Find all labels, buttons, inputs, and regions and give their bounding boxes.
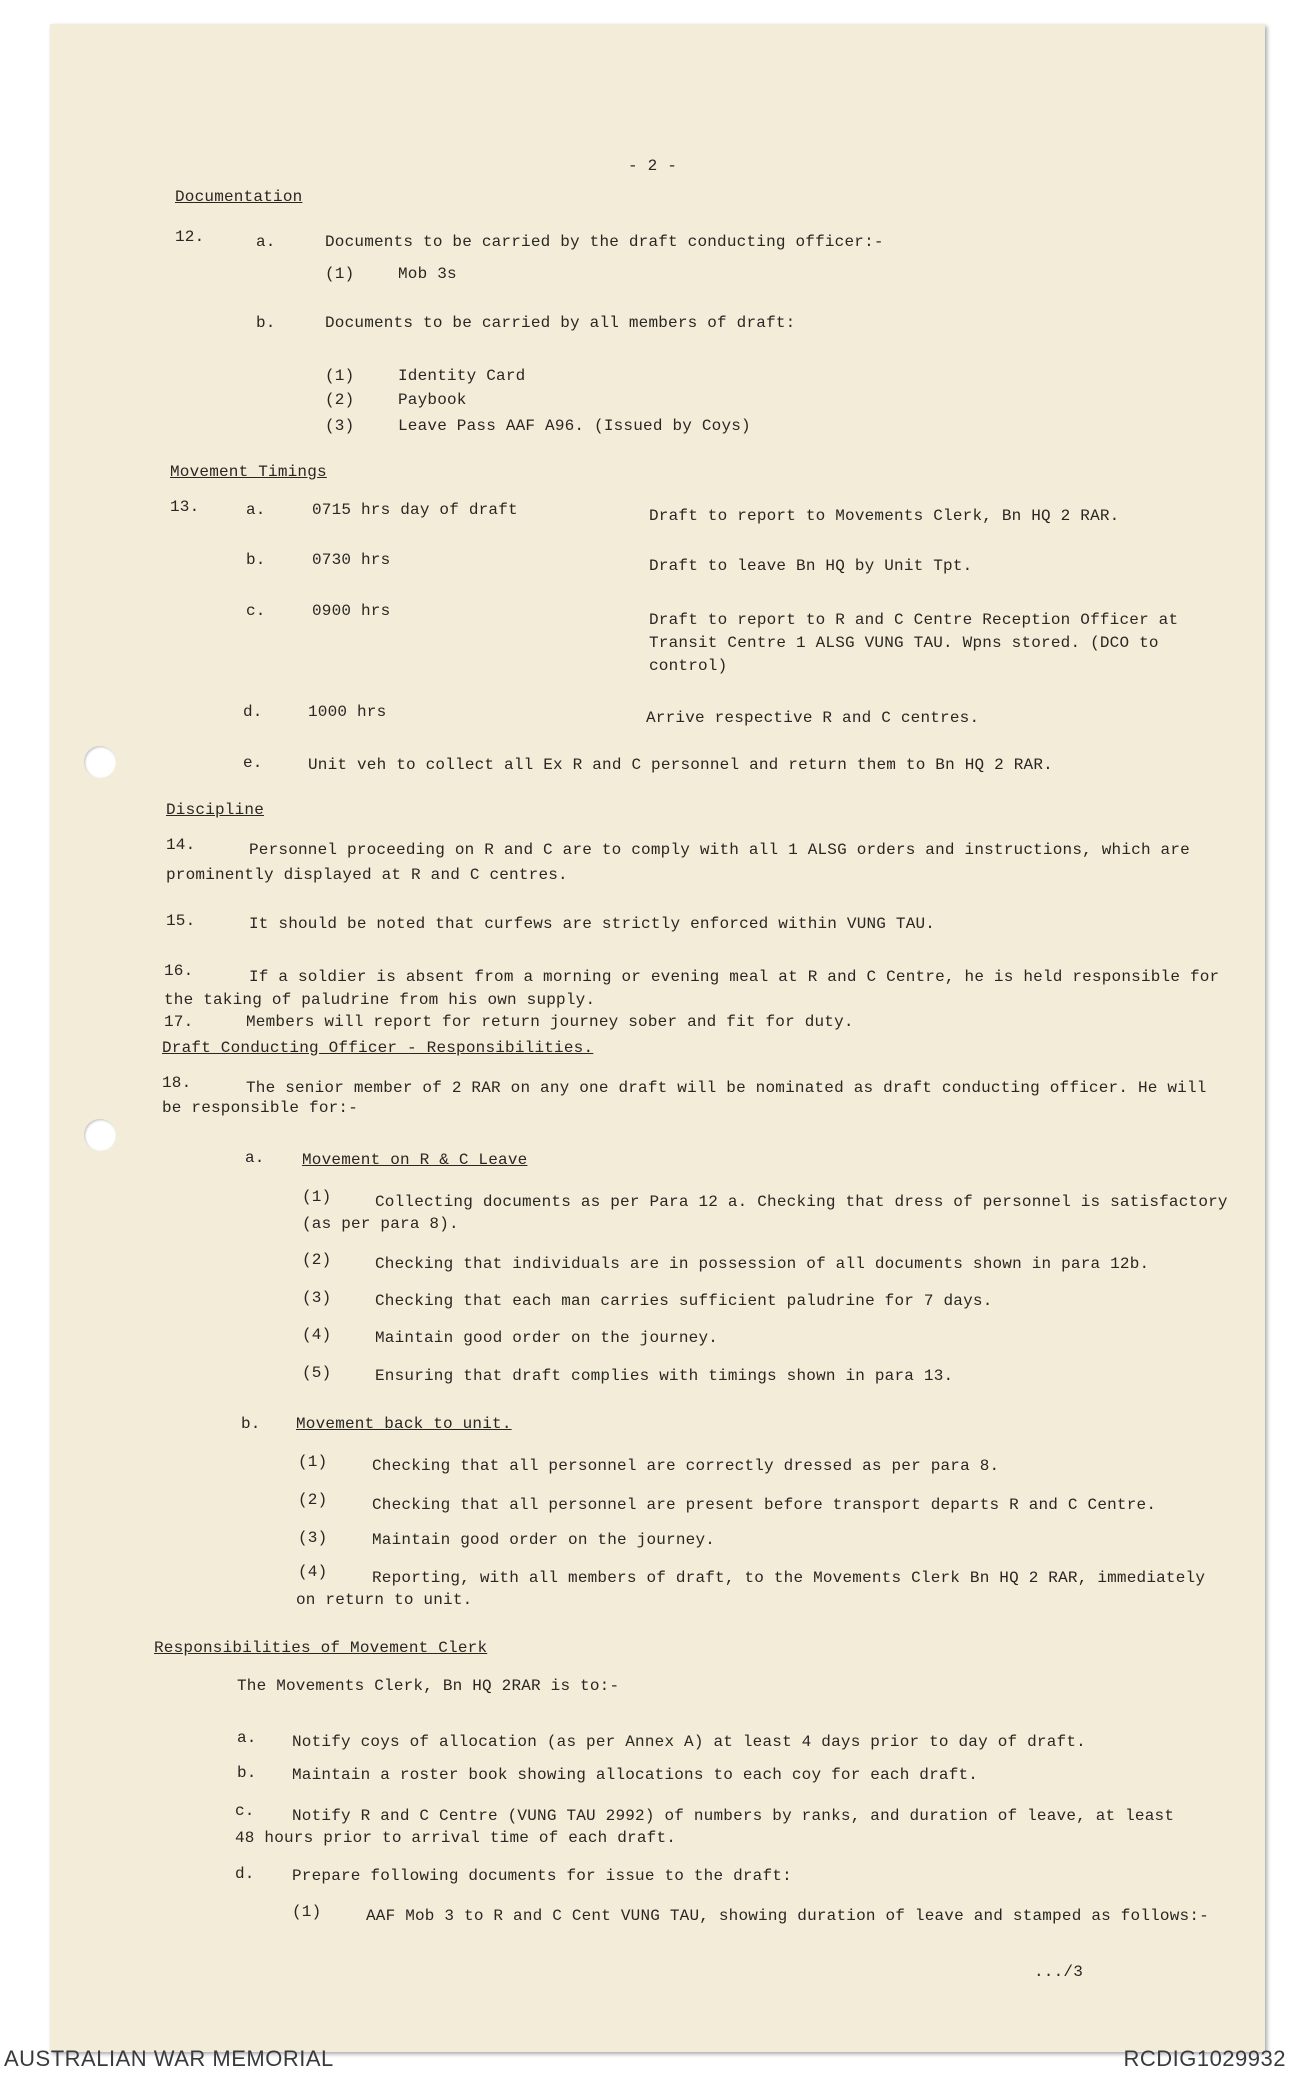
timing-action: Draft to leave Bn HQ by Unit Tpt.: [649, 557, 973, 575]
p14-line2: prominently displayed at R and C centres.: [166, 866, 568, 884]
timing-action-cont: Transit Centre 1 ALSG VUNG TAU. Wpns stored. (DCO to: [649, 634, 1159, 652]
timing-label: b.: [246, 551, 266, 569]
clerk-b-text: Maintain a roster book showing allocations to each coy for each draft.: [292, 1766, 979, 1784]
para-number: 15.: [166, 912, 196, 930]
item-number: (3): [298, 1529, 328, 1547]
p17-text: Members will report for return journey sober and fit for duty.: [246, 1013, 854, 1031]
doc-a-text: Documents to be carried by the draft conducting officer:-: [325, 233, 884, 251]
doc-b1-text: Identity Card: [398, 367, 526, 385]
item-label: b.: [256, 314, 276, 332]
doc-b3-text: Leave Pass AAF A96. (Issued by Coys): [398, 417, 751, 435]
item-number: (2): [325, 391, 355, 409]
timing-time: 0715 hrs day of draft: [312, 501, 518, 519]
clerk-d-text: Prepare following documents for issue to the draft:: [292, 1867, 792, 1885]
item-number: (2): [302, 1251, 332, 1269]
dco-b1-text: Checking that all personnel are correctly dressed as per para 8.: [372, 1457, 1000, 1475]
continuation-marker: .../3: [1034, 1963, 1084, 1981]
dco-b3-text: Maintain good order on the journey.: [372, 1531, 716, 1549]
dco-a1-text-cont: (as per para 8).: [302, 1215, 459, 1233]
timing-label: c.: [246, 602, 266, 620]
footer-id: RCDIG1029932: [1123, 2046, 1286, 2071]
para-number: 13.: [170, 498, 200, 516]
dco-a3-text: Checking that each man carries sufficient paludrine for 7 days.: [375, 1292, 993, 1310]
doc-b-text: Documents to be carried by all members of draft:: [325, 314, 796, 332]
timing-action: Draft to report to Movements Clerk, Bn HQ 2 RAR.: [649, 507, 1120, 525]
dco-a-heading: Movement on R & C Leave: [302, 1151, 528, 1169]
timing-time: 0900 hrs: [312, 602, 391, 620]
p14-line1: Personnel proceeding on R and C are to comply with all 1 ALSG orders and instructions, which are: [249, 841, 1190, 859]
item-number: (5): [302, 1364, 332, 1382]
para-number: 17.: [164, 1013, 194, 1031]
movement-clerk-heading: Responsibilities of Movement Clerk: [154, 1639, 488, 1657]
item-label: b.: [237, 1764, 257, 1782]
punch-hole: [84, 1119, 116, 1151]
timing-time: 1000 hrs: [308, 703, 387, 721]
clerk-c-line1: Notify R and C Centre (VUNG TAU 2992) of numbers by ranks, and duration of leave, at least: [292, 1807, 1175, 1825]
item-number: (4): [302, 1326, 332, 1344]
dco-b2-text: Checking that all personnel are present before transport departs R and C Centre.: [372, 1496, 1157, 1514]
clerk-a-text: Notify coys of allocation (as per Annex A) at least 4 days prior to day of draft.: [292, 1733, 1086, 1751]
timing-e-text: Unit veh to collect all Ex R and C personnel and return them to Bn HQ 2 RAR.: [308, 756, 1053, 774]
discipline-heading: Discipline: [166, 801, 265, 819]
item-number: (1): [302, 1188, 332, 1206]
item-label: b.: [241, 1415, 261, 1433]
item-number: (4): [298, 1563, 328, 1581]
movement-timings-heading: Movement Timings: [170, 463, 327, 481]
item-number: (3): [325, 417, 355, 435]
item-label: a.: [237, 1729, 257, 1747]
item-number: (3): [302, 1289, 332, 1307]
page-marker: - 2 -: [628, 157, 678, 175]
dco-b4-text-cont: on return to unit.: [296, 1591, 473, 1609]
item-label: a.: [256, 233, 276, 251]
dco-b-heading: Movement back to unit.: [296, 1415, 512, 1433]
item-label: e.: [243, 754, 263, 772]
timing-label: a.: [246, 501, 266, 519]
timing-action: Draft to report to R and C Centre Reception Officer at: [649, 611, 1179, 629]
para-number: 14.: [166, 836, 196, 854]
p16-line1: If a soldier is absent from a morning or evening meal at R and C Centre, he is held responsible for: [249, 968, 1220, 986]
dco-b4-text: Reporting, with all members of draft, to the Movements Clerk Bn HQ 2 RAR, immediately: [372, 1569, 1206, 1587]
timing-label: d.: [243, 703, 263, 721]
item-number: (1): [298, 1453, 328, 1471]
clerk-c-line2: 48 hours prior to arrival time of each draft.: [235, 1829, 677, 1847]
documentation-heading: Documentation: [175, 188, 303, 206]
p18-line2: be responsible for:-: [162, 1099, 359, 1117]
clerk-d1-text: AAF Mob 3 to R and C Cent VUNG TAU, showing duration of leave and stamped as follows:-: [366, 1907, 1209, 1925]
p18-line1: The senior member of 2 RAR on any one draft will be nominated as draft conducting officer. He will: [246, 1079, 1207, 1097]
doc-a1-text: Mob 3s: [398, 265, 457, 283]
item-number: (1): [325, 367, 355, 385]
dco-a1-text: Collecting documents as per Para 12 a. Checking that dress of personnel is satisfactory: [375, 1193, 1228, 1211]
dco-a4-text: Maintain good order on the journey.: [375, 1329, 719, 1347]
dco-heading: Draft Conducting Officer - Responsibilities.: [162, 1039, 594, 1057]
item-label: d.: [235, 1865, 255, 1883]
item-number: (2): [298, 1491, 328, 1509]
timing-action: Arrive respective R and C centres.: [646, 709, 980, 727]
para-number: 16.: [164, 962, 194, 980]
para-number: 12.: [175, 228, 205, 246]
p15-text: It should be noted that curfews are strictly enforced within VUNG TAU.: [249, 915, 936, 933]
dco-a2-text: Checking that individuals are in possession of all documents shown in para 12b.: [375, 1255, 1150, 1273]
timing-time: 0730 hrs: [312, 551, 391, 569]
dco-a5-text: Ensuring that draft complies with timings shown in para 13.: [375, 1367, 954, 1385]
item-label: c.: [235, 1802, 255, 1820]
movement-clerk-intro: The Movements Clerk, Bn HQ 2RAR is to:-: [237, 1677, 620, 1695]
timing-action-cont: control): [649, 657, 728, 675]
item-label: a.: [245, 1149, 265, 1167]
item-number: (1): [292, 1903, 322, 1921]
item-number: (1): [325, 265, 355, 283]
doc-b2-text: Paybook: [398, 391, 467, 409]
footer-source: AUSTRALIAN WAR MEMORIAL: [4, 2046, 334, 2071]
p16-line2: the taking of paludrine from his own supply.: [164, 991, 596, 1009]
punch-hole: [84, 746, 116, 778]
para-number: 18.: [162, 1074, 192, 1092]
